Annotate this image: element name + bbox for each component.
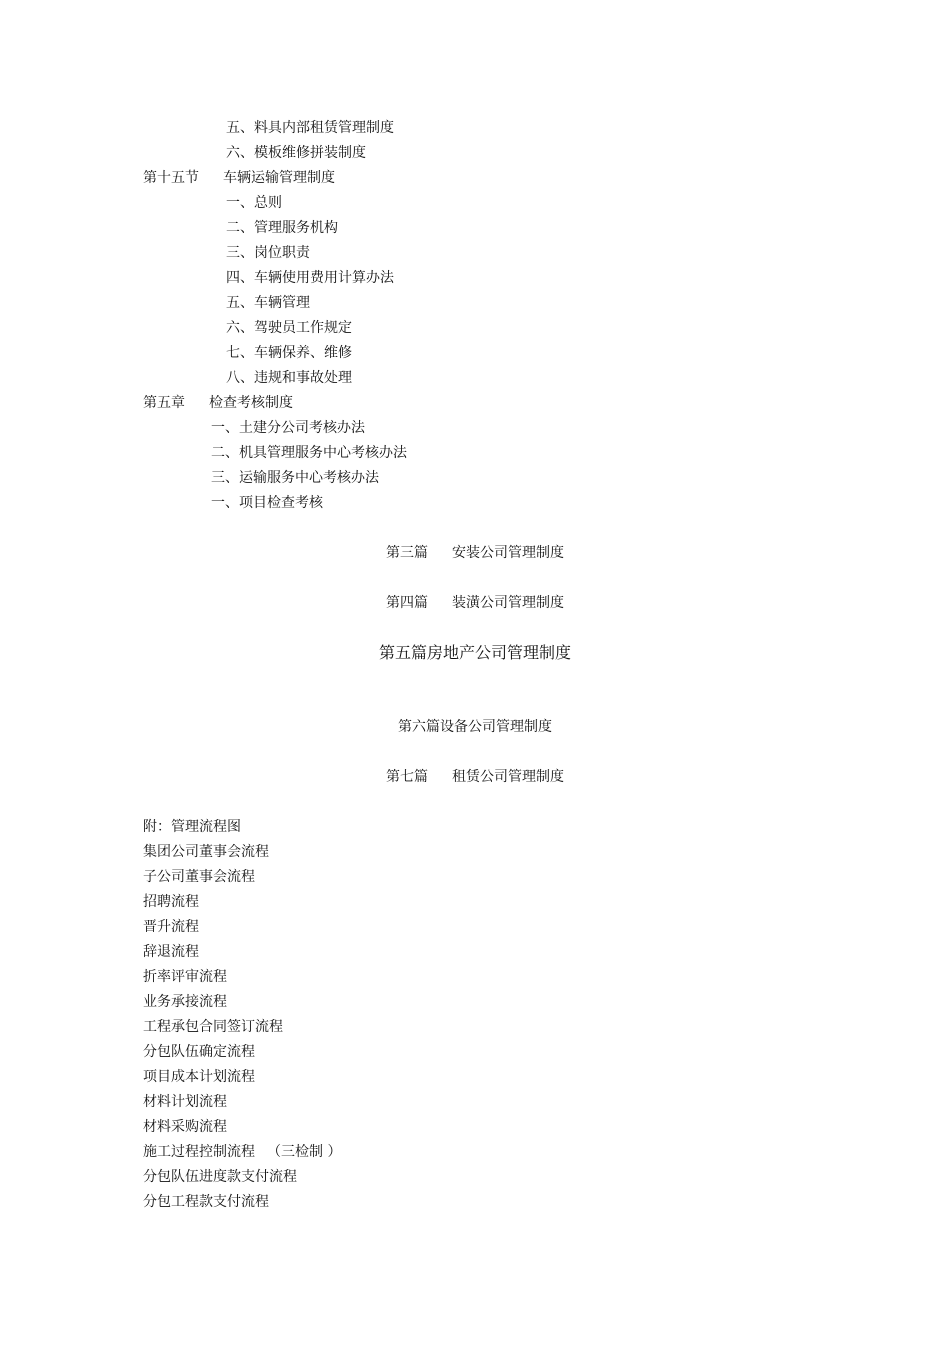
toc-item: 六、模板维修拼装制度 — [226, 145, 366, 161]
section-label: 第十五节 — [143, 170, 199, 186]
toc-item: 七、车辆保养、维修 — [226, 345, 352, 361]
part-label: 第七篇 — [386, 769, 428, 785]
appendix-item: 招聘流程 — [143, 894, 199, 910]
appendix-item: 项目成本计划流程 — [143, 1069, 255, 1085]
part-title: 装潢公司管理制度 — [452, 595, 564, 611]
appendix-item: 工程承包合同签订流程 — [143, 1019, 283, 1035]
toc-section-heading — [143, 169, 335, 187]
toc-item: 四、车辆使用费用计算办法 — [226, 270, 394, 286]
appendix-heading: 附：管理流程图 — [143, 819, 241, 835]
toc-item: 一、项目检查考核 — [211, 495, 323, 511]
appendix-item: 分包工程款支付流程 — [143, 1194, 269, 1210]
appendix-item: 折率评审流程 — [143, 969, 227, 985]
toc-item: 二、机具管理服务中心考核办法 — [211, 445, 407, 461]
part-heading-6: 第六篇设备公司管理制度 — [398, 719, 552, 735]
toc-item: 三、岗位职责 — [226, 245, 310, 261]
appendix-item: 材料采购流程 — [143, 1119, 227, 1135]
appendix-item: 材料计划流程 — [143, 1094, 227, 1110]
toc-item: 六、驾驶员工作规定 — [226, 320, 352, 336]
part-heading-3 — [0, 544, 950, 562]
toc-item: 五、车辆管理 — [226, 295, 310, 311]
part-heading-5: 第五篇房地产公司管理制度 — [378, 643, 571, 662]
part-label: 第三篇 — [386, 545, 428, 561]
appendix-item: 子公司董事会流程 — [143, 869, 255, 885]
appendix-item: 集团公司董事会流程 — [143, 844, 269, 860]
part-heading-7 — [0, 768, 950, 786]
toc-item: 三、运输服务中心考核办法 — [211, 470, 379, 486]
toc-item: 二、管理服务机构 — [226, 220, 338, 236]
toc-item: 一、土建分公司考核办法 — [211, 420, 365, 436]
part-label: 第四篇 — [386, 595, 428, 611]
appendix-item: 分包队伍进度款支付流程 — [143, 1169, 297, 1185]
part-heading-4 — [0, 594, 950, 612]
toc-item: 一、总则 — [226, 195, 282, 211]
section-title: 车辆运输管理制度 — [223, 170, 335, 186]
appendix-item-text: 施工过程控制流程 — [143, 1144, 255, 1160]
part-title: 租赁公司管理制度 — [452, 769, 564, 785]
appendix-item: 业务承接流程 — [143, 994, 227, 1010]
toc-item: 八、违规和事故处理 — [226, 370, 352, 386]
part-title: 安装公司管理制度 — [452, 545, 564, 561]
appendix-item: 晋升流程 — [143, 919, 199, 935]
appendix-item — [143, 1143, 341, 1161]
chapter-label: 第五章 — [143, 395, 185, 411]
toc-chapter-heading — [143, 394, 293, 412]
appendix-item: 辞退流程 — [143, 944, 199, 960]
appendix-item: 分包队伍确定流程 — [143, 1044, 255, 1060]
appendix-item-note: （三检制 ） — [267, 1144, 342, 1160]
toc-item: 五、料具内部租赁管理制度 — [226, 120, 394, 136]
chapter-title: 检查考核制度 — [209, 395, 293, 411]
